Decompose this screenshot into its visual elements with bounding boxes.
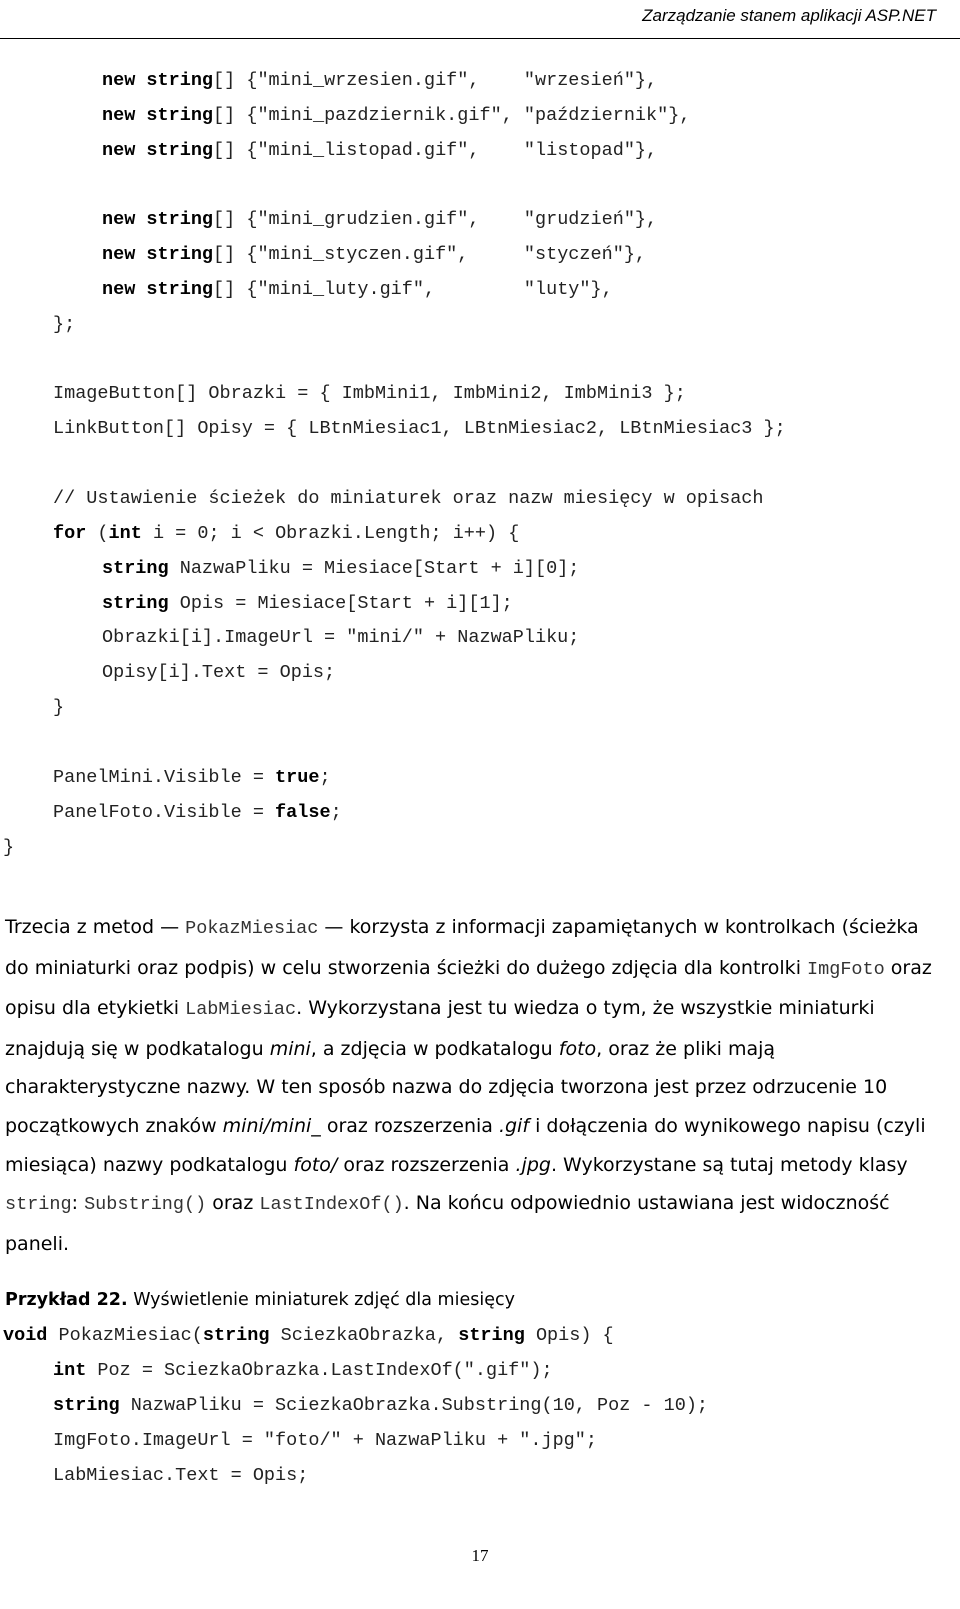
- code-keyword: new: [102, 140, 136, 161]
- code-text: Opisy[i].Text = Opis;: [102, 662, 336, 683]
- code-line: [53, 415, 786, 443]
- code-text: PanelFoto.Visible =: [53, 802, 276, 823]
- code-text: [] {"mini_wrzesien.gif", "wrzesień"},: [213, 70, 658, 91]
- code-keyword: string: [146, 70, 214, 91]
- emphasis: .gif: [498, 1114, 530, 1137]
- code-term: Substring(): [84, 1194, 207, 1216]
- code-text: [] {"mini_grudzien.gif", "grudzień"},: [213, 209, 658, 230]
- code-line: [53, 1462, 308, 1490]
- code-text: [] {"mini_luty.gif", "luty"},: [213, 279, 613, 300]
- code-keyword: new: [102, 105, 136, 126]
- code-line: [102, 590, 513, 618]
- code-line: [53, 311, 75, 339]
- code-line: [102, 67, 657, 95]
- code-text: LinkButton[] Opisy = { LBtnMiesiac1, LBtnMiesiac2, LBtnMiesiac3 };: [53, 418, 786, 439]
- code-text: }: [3, 837, 15, 858]
- code-text: [] {"mini_listopad.gif", "listopad"},: [213, 140, 658, 161]
- code-text: PanelMini.Visible =: [53, 767, 276, 788]
- code-line: [53, 764, 331, 792]
- code-keyword: string: [146, 279, 214, 300]
- paragraph-text: — korzysta z informacji zapamiętanych w kontrolkach (ścieżka do miniaturki oraz podpis) w celu stworzenia ścieżki do dużego zdjęcia dla kontrolki: [5, 916, 919, 979]
- code-keyword: int: [53, 1360, 87, 1381]
- code-text: PokazMiesiac(: [47, 1325, 203, 1346]
- paragraph-text: , oraz że pliki mają charakterystyczne nazwy. W ten sposób nazwa do zdjęcia tworzona jest przez odrzucenie 10 początkowych znaków: [5, 1037, 888, 1137]
- code-keyword: for: [53, 523, 87, 544]
- code-keyword: string: [102, 558, 169, 579]
- running-title: Zarządzanie stanem aplikacji ASP.NET: [642, 6, 936, 25]
- code-keyword: new: [102, 279, 136, 300]
- code-term: ImgFoto: [807, 958, 885, 980]
- code-line: [3, 834, 14, 862]
- code-keyword: string: [458, 1325, 525, 1346]
- paragraph-text: oraz: [206, 1192, 260, 1215]
- paragraph-text: . Wykorzystana jest tu wiedza o tym, że wszystkie miniaturki znajdują się w podkatalogu: [5, 997, 875, 1060]
- code-text: Opis) {: [524, 1325, 614, 1346]
- page-number: 17: [471, 1546, 489, 1565]
- code-text: NazwaPliku = Miesiace[Start + i][0];: [168, 558, 580, 579]
- code-line: [102, 137, 657, 165]
- code-line: [53, 1357, 553, 1385]
- code-text: NazwaPliku = SciezkaObrazka.Substring(10, Poz - 10);: [119, 1395, 709, 1416]
- paragraph-text: . Na końcu odpowiednio ustawiana jest widoczność paneli.: [5, 1192, 890, 1255]
- code-line: [53, 694, 64, 722]
- code-line: [53, 1427, 597, 1455]
- code-text: LabMiesiac.Text = Opis;: [53, 1465, 309, 1486]
- code-text: }: [53, 697, 65, 718]
- emphasis: foto/: [293, 1153, 338, 1176]
- example-title: Wyświetlenie miniaturek zdjęć dla miesięcy: [127, 1290, 515, 1310]
- code-keyword: string: [53, 1395, 120, 1416]
- code-text: ImgFoto.ImageUrl = "foto/" + NazwaPliku + ".jpg";: [53, 1430, 597, 1451]
- emphasis: .jpg: [515, 1153, 551, 1176]
- code-keyword: false: [275, 802, 331, 823]
- code-line: [53, 520, 519, 548]
- code-line: [102, 624, 579, 652]
- code-term: string: [5, 1194, 72, 1216]
- code-line: [53, 380, 686, 408]
- emphasis: mini: [269, 1037, 311, 1060]
- code-text: SciezkaObrazka,: [269, 1325, 459, 1346]
- code-text: Poz = SciezkaObrazka.LastIndexOf(".gif");: [86, 1360, 553, 1381]
- code-line: [53, 485, 764, 513]
- paragraph-text: Trzecia z metod —: [5, 916, 186, 938]
- code-keyword: string: [102, 593, 169, 614]
- code-keyword: new: [102, 70, 136, 91]
- code-line: [3, 1322, 614, 1350]
- code-text: [135, 209, 146, 230]
- code-text: i = 0; i < Obrazki.Length; i++) {: [141, 523, 520, 544]
- code-keyword: int: [108, 523, 142, 544]
- code-line: [53, 799, 342, 827]
- code-line: [102, 206, 657, 234]
- example-caption: [5, 1290, 515, 1310]
- code-line: [102, 659, 335, 687]
- code-text: [135, 105, 146, 126]
- code-line: [53, 1392, 708, 1420]
- code-keyword: string: [202, 1325, 270, 1346]
- code-term: LastIndexOf(): [259, 1194, 404, 1216]
- paragraph-text: :: [71, 1192, 85, 1215]
- code-line: [102, 102, 690, 130]
- paragraph-text: oraz rozszerzenia: [320, 1114, 499, 1137]
- code-keyword: string: [146, 140, 214, 161]
- code-text: ImageButton[] Obrazki = { ImbMini1, ImbMini2, ImbMini3 };: [53, 383, 686, 404]
- code-text: (: [86, 523, 109, 544]
- paragraph-text: i dołączenia do wynikowego napisu (czyli miesiąca) nazwy podkatalogu: [5, 1114, 926, 1176]
- code-term: PokazMiesiac: [185, 918, 319, 939]
- code-keyword: string: [146, 209, 214, 230]
- code-keyword: new: [102, 209, 136, 230]
- code-text: [135, 279, 146, 300]
- code-text: Obrazki[i].ImageUrl = "mini/" + NazwaPliku;: [102, 627, 580, 648]
- code-text: // Ustawienie ścieżek do miniaturek oraz nazw miesięcy w opisach: [53, 488, 764, 509]
- code-keyword: string: [146, 244, 214, 265]
- code-text: [135, 244, 146, 265]
- code-line: [102, 555, 579, 583]
- code-keyword: new: [102, 244, 136, 265]
- code-text: };: [53, 314, 76, 335]
- code-text: [] {"mini_styczen.gif", "styczeń"},: [213, 244, 647, 265]
- paragraph-text: oraz opisu dla etykietki: [5, 956, 932, 1020]
- code-text: [135, 140, 146, 161]
- code-keyword: void: [3, 1325, 48, 1346]
- code-text: [135, 70, 146, 91]
- emphasis: mini/mini_: [222, 1114, 321, 1137]
- code-text: [] {"mini_pazdziernik.gif", "październik"},: [213, 105, 691, 126]
- code-line: [102, 276, 613, 304]
- code-term: LabMiesiac: [185, 999, 297, 1021]
- page-header: [0, 0, 960, 39]
- body-paragraph: [5, 908, 940, 1263]
- paragraph-text: . Wykorzystane są tutaj metody klasy: [550, 1153, 908, 1176]
- example-label: Przykład 22.: [5, 1290, 128, 1310]
- code-text: ;: [319, 767, 331, 788]
- code-text: Opis = Miesiace[Start + i][1];: [168, 593, 513, 614]
- paragraph-text: , a zdjęcia w podkatalogu: [310, 1037, 559, 1060]
- emphasis: foto: [558, 1037, 597, 1060]
- code-keyword: string: [146, 105, 214, 126]
- code-line: [102, 241, 646, 269]
- paragraph-text: oraz rozszerzenia: [337, 1153, 516, 1176]
- code-keyword: true: [275, 767, 320, 788]
- code-text: ;: [330, 802, 342, 823]
